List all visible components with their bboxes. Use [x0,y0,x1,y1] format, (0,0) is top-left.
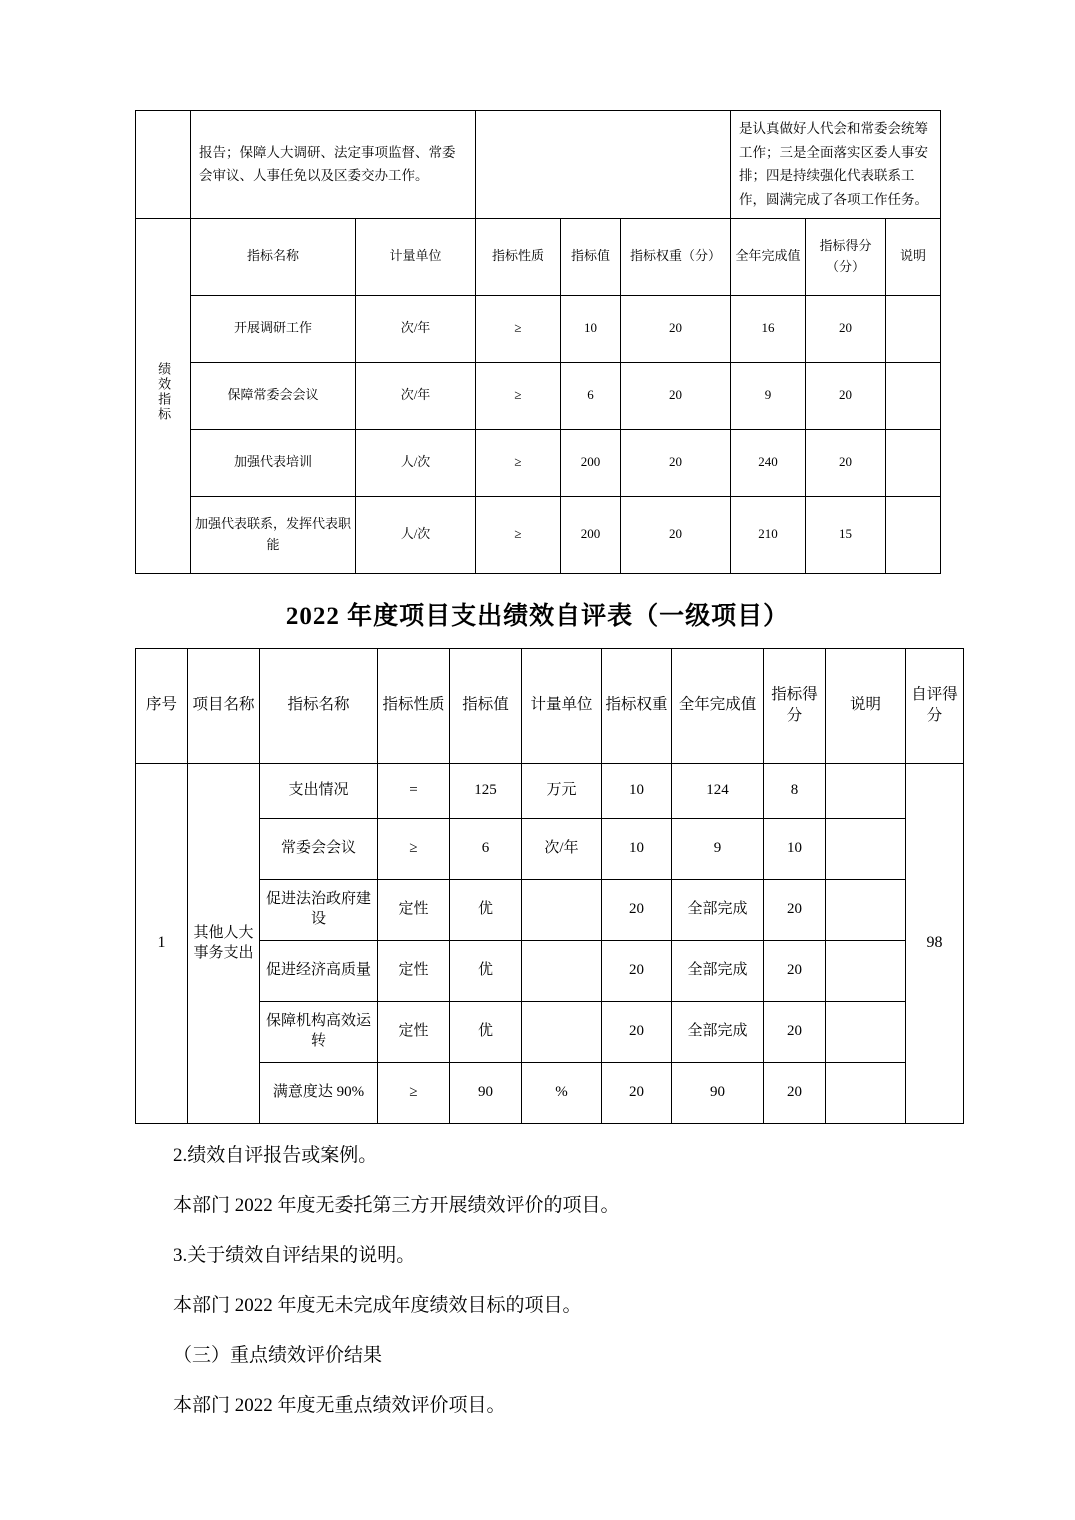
cell-annual-actual: 124 [672,763,764,818]
cell-annual-actual: 全部完成 [672,879,764,940]
header-unit: 计量单位 [356,218,476,295]
cell-unit: 万元 [522,763,602,818]
cell-note [826,1062,906,1123]
paragraph-result-explanation-heading: 3.关于绩效自评结果的说明。 [173,1244,416,1266]
header-indicator-value: 指标值 [450,648,522,763]
cell-note [826,940,906,1001]
cell-annual-actual: 全部完成 [672,940,764,1001]
header-indicator-name: 指标名称 [260,648,378,763]
continued-right-text: 是认真做好人代会和常委会统筹工作；三是全面落实区委人事安排；四是持续强化代表联系工作，圆满完成了各项工作任务。 [731,111,941,219]
cell-indicator-value: 优 [450,940,522,1001]
cell-weight: 20 [621,429,731,496]
cell-nature: ≥ [476,295,561,362]
table-header-row [136,648,964,763]
cell-value: 200 [561,496,621,573]
header-project-name: 项目名称 [188,648,260,763]
cell-weight: 10 [602,818,672,879]
cell-indicator-nature: = [378,763,450,818]
paragraph-self-eval-report: 2.绩效自评报告或案例。 [173,1144,378,1166]
cell-score: 20 [806,295,886,362]
cell-nature: ≥ [476,362,561,429]
page-title: 2022 年度项目支出绩效自评表（一级项目） [285,602,790,630]
performance-indicator-table-continued [135,110,941,574]
cell-project-name: 其他人大事务支出 [188,763,260,1123]
cell-actual: 240 [731,429,806,496]
header-weight: 指标权重（分） [621,218,731,295]
cell-score: 20 [806,429,886,496]
cell-weight: 10 [602,763,672,818]
cell-indicator-score: 8 [764,763,826,818]
cell-note [886,295,941,362]
header-seq: 序号 [136,648,188,763]
cell-indicator-score: 20 [764,879,826,940]
cell-unit: 次/年 [356,295,476,362]
cell-note [886,429,941,496]
cell-annual-actual: 90 [672,1062,764,1123]
cell-indicator-name: 开展调研工作 [191,295,356,362]
cell-unit: 人/次 [356,429,476,496]
cell-nature: ≥ [476,496,561,573]
header-note: 说明 [826,648,906,763]
cell-indicator-name: 支出情况 [260,763,378,818]
cell-indicator-name: 保障常委会会议 [191,362,356,429]
cell-seq: 1 [136,763,188,1123]
cell-unit: 次/年 [522,818,602,879]
cell-weight: 20 [602,1062,672,1123]
cell-score: 20 [806,362,886,429]
cell-indicator-name: 常委会会议 [260,818,378,879]
cell-unit: % [522,1062,602,1123]
cell-indicator-value: 优 [450,879,522,940]
table-row [136,295,941,362]
cell-indicator-name: 促进法治政府建设 [260,879,378,940]
cell-indicator-name: 加强代表培训 [191,429,356,496]
cell-indicator-score: 20 [764,1001,826,1062]
header-note: 说明 [886,218,941,295]
cell-weight: 20 [602,940,672,1001]
cell-nature: ≥ [476,429,561,496]
table-row [136,940,964,1001]
header-indicator-nature: 指标性质 [378,648,450,763]
cell-actual: 9 [731,362,806,429]
cell-annual-actual: 全部完成 [672,1001,764,1062]
header-value: 指标值 [561,218,621,295]
table-row [136,1062,964,1123]
cell-weight: 20 [621,295,731,362]
cell-indicator-value: 优 [450,1001,522,1062]
continued-left-text: 报告；保障人大调研、法定事项监督、常委会审议、人事任免以及区委交办工作。 [191,111,476,219]
cell-weight: 20 [602,879,672,940]
table-row [136,879,964,940]
cell-note [886,496,941,573]
cell-indicator-value: 90 [450,1062,522,1123]
cell-indicator-score: 20 [764,940,826,1001]
header-score: 指标得分（分） [806,218,886,295]
header-actual: 全年完成值 [731,218,806,295]
paragraph-section-three-heading: （三）重点绩效评价结果 [173,1344,383,1366]
cell-actual: 16 [731,295,806,362]
cell-unit [522,940,602,1001]
cell-indicator-name: 促进经济高质量 [260,940,378,1001]
cell-indicator-score: 20 [764,1062,826,1123]
cell-actual: 210 [731,496,806,573]
header-self-score: 自评得分 [906,648,964,763]
cell-note [826,1001,906,1062]
table-row [136,496,941,573]
cell-score: 15 [806,496,886,573]
table-row [136,818,964,879]
cell-indicator-name: 保障机构高效运转 [260,1001,378,1062]
paragraph-no-key-evaluation: 本部门 2022 年度无重点绩效评价项目。 [173,1394,506,1416]
cell-indicator-score: 10 [764,818,826,879]
project-expenditure-performance-table [135,648,964,1124]
table-row [136,429,941,496]
cell-indicator-value: 6 [450,818,522,879]
header-weight: 指标权重 [602,648,672,763]
cell-annual-actual: 9 [672,818,764,879]
side-label-text: 绩效指标 [156,362,172,423]
side-label-cell [136,218,191,573]
table-header-row [136,218,941,295]
table-row [136,362,941,429]
table-row [136,1001,964,1062]
cell-unit [522,1001,602,1062]
cell-indicator-nature: ≥ [378,1062,450,1123]
cell-indicator-nature: 定性 [378,940,450,1001]
cell-unit [522,879,602,940]
cell-indicator-name: 满意度达 90% [260,1062,378,1123]
header-indicator-score: 指标得分 [764,648,826,763]
cell-value: 6 [561,362,621,429]
cell-note [826,879,906,940]
cell-note [886,362,941,429]
header-nature: 指标性质 [476,218,561,295]
cell-unit: 次/年 [356,362,476,429]
cell-unit: 人/次 [356,496,476,573]
header-unit: 计量单位 [522,648,602,763]
cell-indicator-name: 加强代表联系，发挥代表职能 [191,496,356,573]
table-row-continued-text [136,111,941,219]
cell-indicator-nature: 定性 [378,1001,450,1062]
paragraph-third-party: 本部门 2022 年度无委托第三方开展绩效评价的项目。 [173,1194,620,1216]
cell-value: 10 [561,295,621,362]
paragraph-no-unfinished-goals: 本部门 2022 年度无未完成年度绩效目标的项目。 [173,1294,582,1316]
cell-value: 200 [561,429,621,496]
table-row [136,763,964,818]
continued-middle-text [476,111,731,219]
header-indicator-name: 指标名称 [191,218,356,295]
cell-indicator-value: 125 [450,763,522,818]
cell-weight: 20 [621,496,731,573]
cell-indicator-nature: ≥ [378,818,450,879]
header-annual-actual: 全年完成值 [672,648,764,763]
cell-weight: 20 [602,1001,672,1062]
cell-weight: 20 [621,362,731,429]
cell-note [826,818,906,879]
cell-indicator-nature: 定性 [378,879,450,940]
cell-note [826,763,906,818]
cell-self-score: 98 [906,763,964,1123]
